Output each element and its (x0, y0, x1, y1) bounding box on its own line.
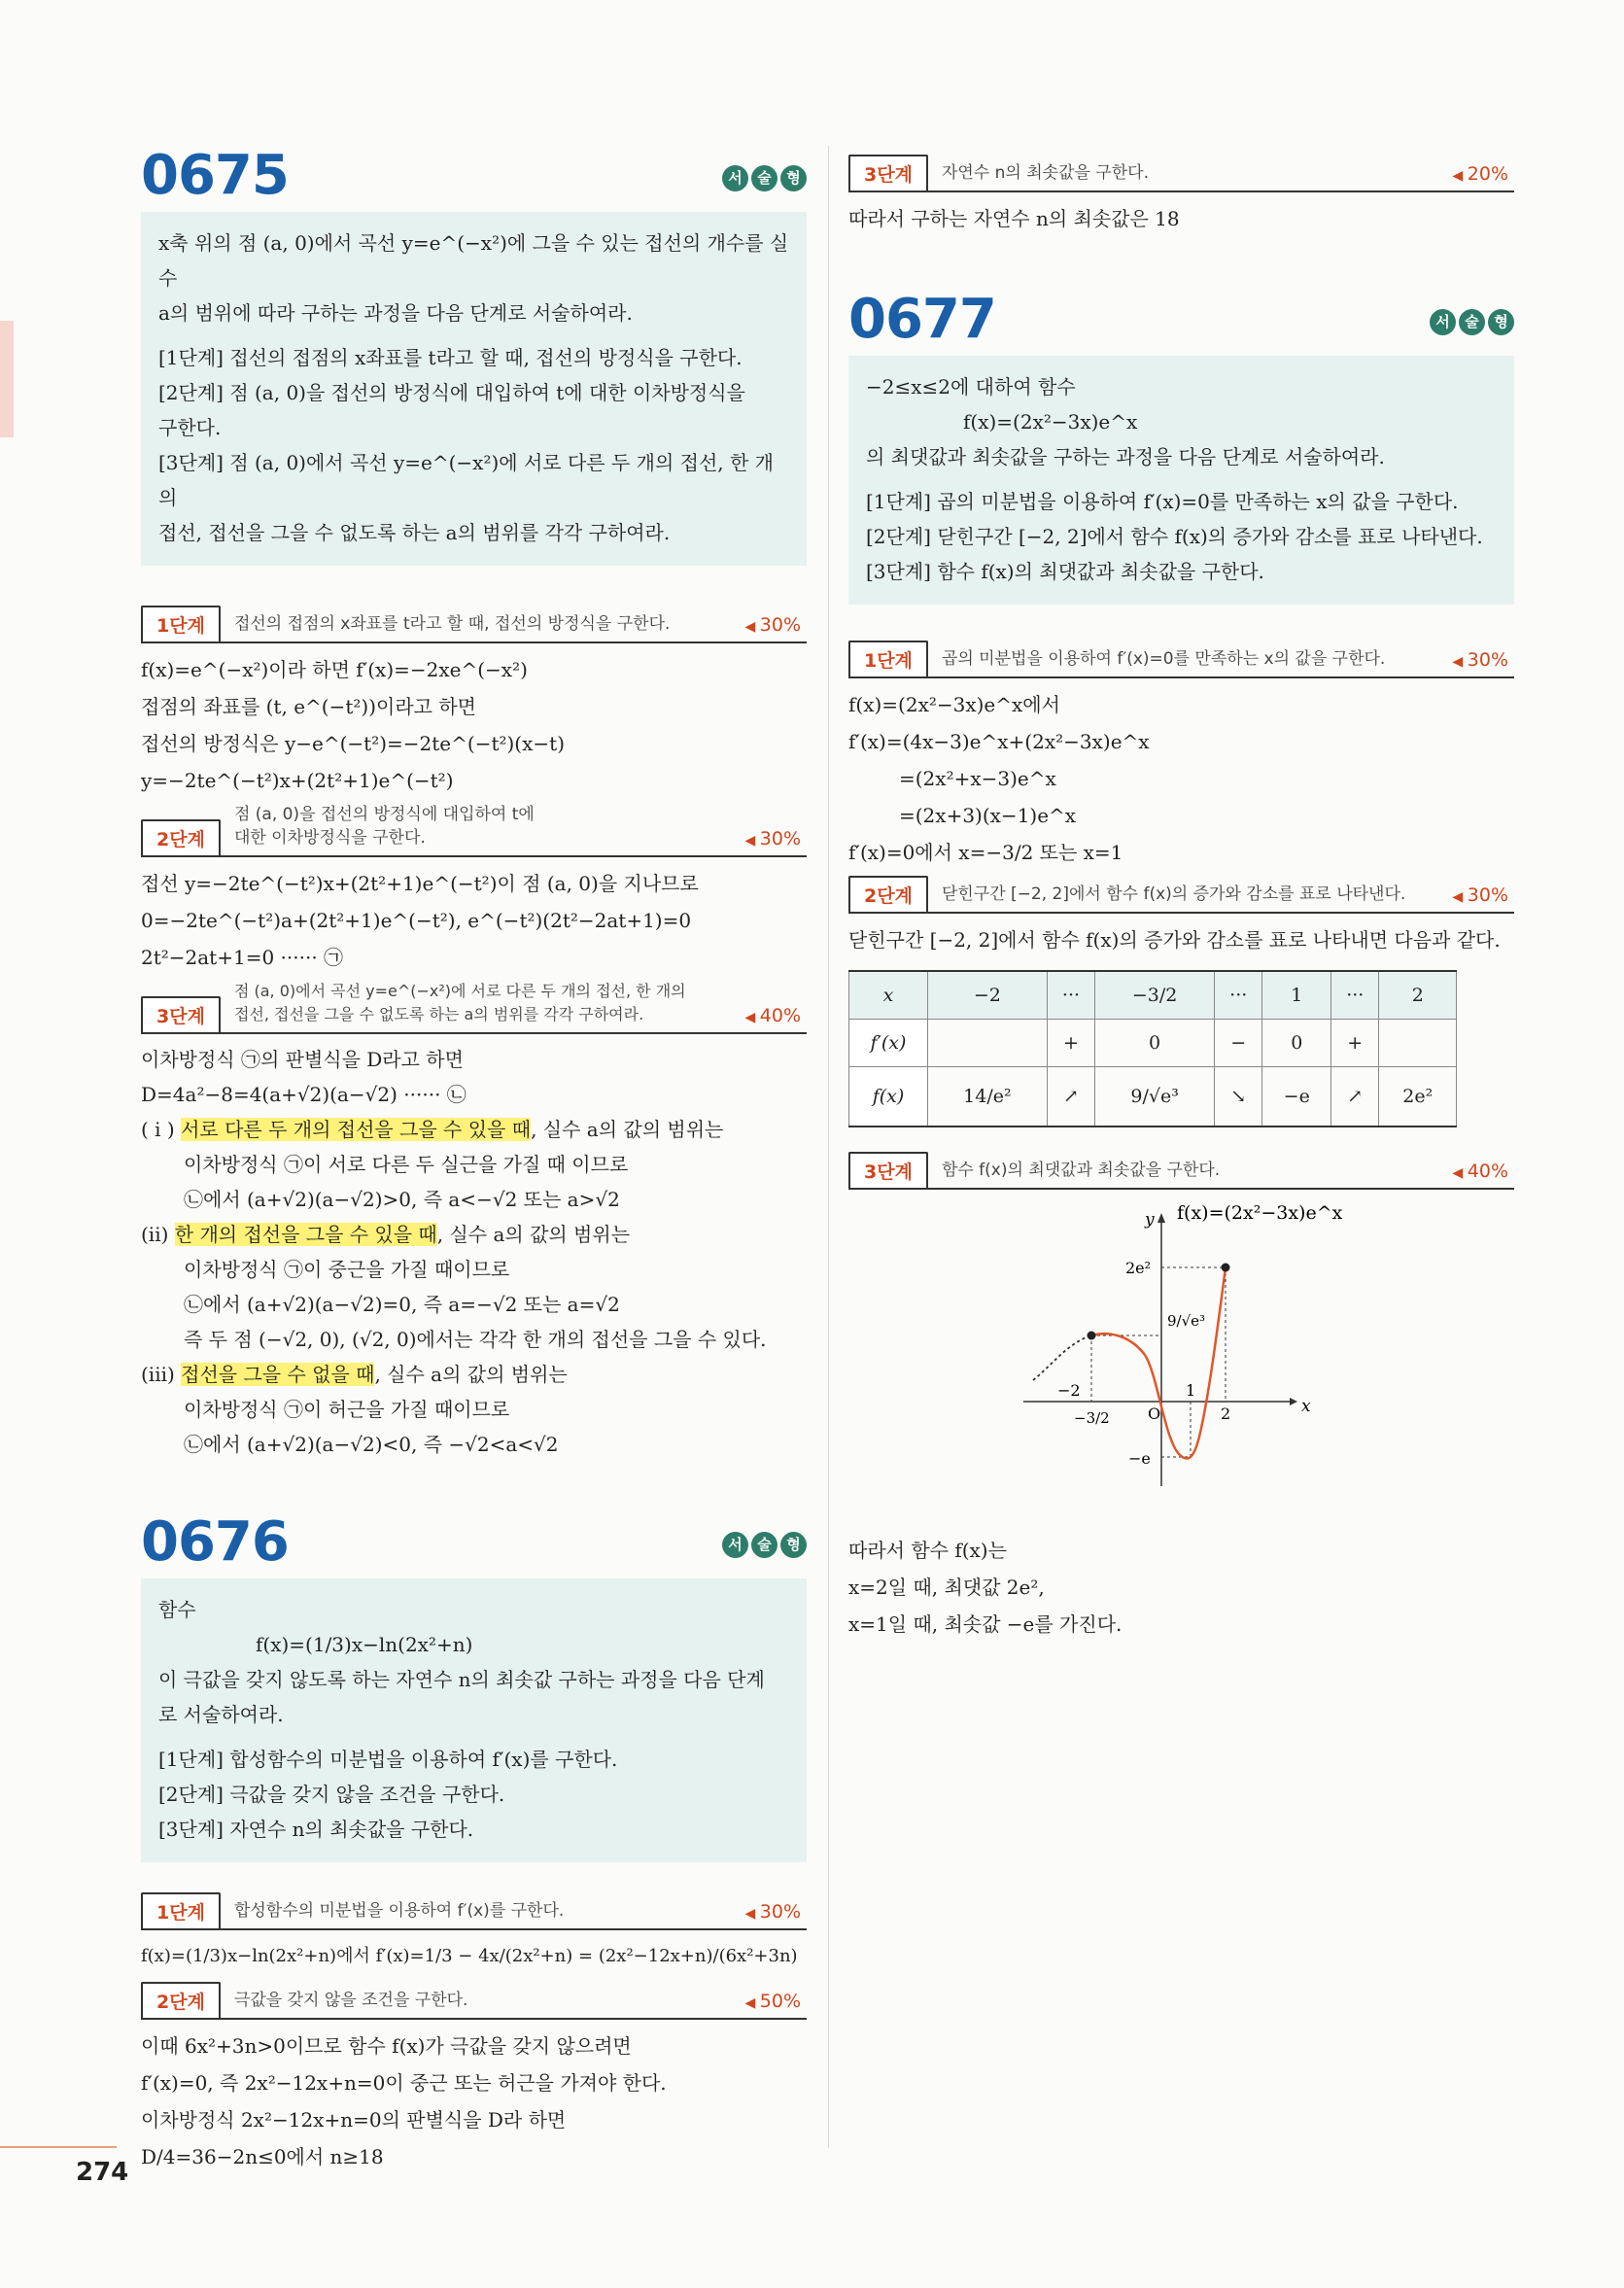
table-cell: ··· (1331, 971, 1379, 1020)
step-percent: ◀ 40% (736, 1005, 807, 1032)
step-bar (848, 1151, 1514, 1190)
problem-header (141, 146, 807, 212)
step-list (158, 1742, 789, 1847)
table-cell: ↗ (1047, 1067, 1094, 1127)
highlighted-text: 한 개의 접선을 그을 수 있을 때 (174, 1223, 437, 1246)
solution-line: ㉡에서 (a+√2)(a−√2)<0, 즉 −√2<a<√2 (184, 1433, 559, 1456)
table-cell: ··· (1047, 971, 1094, 1020)
solution-line: 이차방정식 ㉠의 판별식을 D라고 하면 (141, 1048, 464, 1071)
step-description: 곱의 미분법을 이용하여 f′(x)=0를 만족하는 x의 값을 구한다. (941, 649, 1386, 669)
step-item: [3단계] 점 (a, 0)에서 곡선 y=e^(−x²)에 서로 다른 두 개의 접선, 한 개의 (158, 451, 774, 509)
step-item: 접선, 접선을 그을 수 없도록 하는 a의 범위를 각각 구하여라. (158, 521, 671, 544)
solution-line: 즉 두 점 (−√2, 0), (√2, 0)에서는 각각 한 개의 접선을 그을 수 있다. (184, 1328, 767, 1351)
badge-char: 형 (780, 1532, 807, 1558)
highlighted-text: 서로 다른 두 개의 접선을 그을 수 있을 때 (181, 1118, 532, 1141)
problem-number: 0676 (141, 1510, 289, 1574)
solution-line: x=2일 때, 최댓값 2e², (848, 1576, 1045, 1599)
table-cell: x (849, 971, 928, 1020)
origin-label: O (1148, 1404, 1161, 1423)
step-bar (141, 605, 807, 643)
step-percent: ◀ 30% (736, 614, 807, 641)
solution-line: f′(x)=0, 즉 2x²−12x+n=0이 중근 또는 허근을 가져야 한다. (141, 2071, 667, 2095)
badge-char: 술 (1459, 309, 1485, 335)
step-bar (848, 640, 1514, 678)
question-formula: f(x)=(1/3)x−ln(2x²+n) (256, 1633, 473, 1656)
tick-label: 1 (1186, 1381, 1196, 1400)
step-percent: ◀ 30% (736, 828, 807, 855)
table-cell (928, 1020, 1048, 1067)
table-row (849, 971, 1457, 1020)
problem-header (141, 1512, 807, 1578)
case-text: , 실수 a의 값의 범위는 (436, 1223, 631, 1246)
table-cell: −3/2 (1095, 971, 1215, 1020)
solution-block (141, 643, 807, 799)
step-percent: ◀ 20% (1443, 163, 1514, 191)
step-item: [1단계] 합성함수의 미분법을 이용하여 f′(x)를 구한다. (158, 1748, 618, 1771)
question-box (141, 1578, 807, 1862)
table-cell: 2 (1379, 971, 1457, 1020)
solution-line: f(x)=(2x²−3x)e^x에서 (848, 693, 1060, 716)
case-text: , 실수 a의 값의 범위는 (374, 1363, 568, 1386)
y-axis-label: y (1145, 1210, 1155, 1230)
solution-line: 이때 6x²+3n>0이므로 함수 f(x)가 극값을 갖지 않으려면 (141, 2034, 632, 2058)
badge-char: 서 (722, 1532, 748, 1558)
solution-line: D=4a²−8=4(a+√2)(a−√2) ······ ㉡ (141, 1083, 466, 1106)
page-number: 274 (76, 2158, 129, 2187)
solution-line: 접선의 방정식은 y−e^(−t²)=−2te^(−t²)(x−t) (141, 732, 565, 755)
step-bar (848, 154, 1514, 192)
step-percent: ◀ 40% (1443, 1161, 1514, 1188)
step-label: 1단계 (848, 641, 928, 676)
tick-label: −2 (1057, 1381, 1081, 1400)
question-formula: f(x)=(2x²−3x)e^x (963, 410, 1138, 433)
question-line: 이 극값을 갖지 않도록 하는 자연수 n의 최솟값 구하는 과정을 다음 단계 (158, 1668, 765, 1691)
solution-line: f′(x)=(4x−3)e^x+(2x²−3x)e^x (848, 730, 1150, 753)
table-cell: 0 (1262, 1020, 1331, 1067)
solution-line: =(2x²+x−3)e^x (899, 767, 1056, 790)
badge-char: 형 (780, 165, 807, 191)
problem-number: 0675 (141, 144, 289, 207)
step-item: [3단계] 함수 f(x)의 최댓값과 최솟값을 구한다. (866, 560, 1264, 583)
table-cell: 2e² (1379, 1067, 1457, 1127)
x-axis-arrow (1290, 1398, 1297, 1405)
curve-extension (1033, 1335, 1091, 1380)
step-item: [1단계] 곱의 미분법을 이용하여 f′(x)=0를 만족하는 x의 값을 구한다. (866, 490, 1459, 513)
step-description: 자연수 n의 최솟값을 구한다. (941, 163, 1149, 183)
solution-line: 이차방정식 ㉠이 허근을 가질 때이므로 (184, 1398, 510, 1421)
question-line: 함수 (158, 1598, 196, 1621)
table-cell: 0 (1095, 1020, 1215, 1067)
case-text: , 실수 a의 값의 범위는 (531, 1118, 724, 1141)
solution-block (141, 2020, 807, 2175)
solution-block (141, 1034, 807, 1462)
side-tab (0, 321, 14, 437)
table-cell: ··· (1215, 971, 1262, 1020)
label-2e2: 2e² (1125, 1259, 1152, 1277)
solution-line: 이차방정식 2x²−12x+n=0의 판별식을 D라 하면 (141, 2108, 567, 2132)
solution-line: 접선 y=−2te^(−t²)x+(2t²+1)e^(−t²)이 점 (a, 0)을 지나므로 (141, 872, 699, 895)
step-description: 점 (a, 0)을 접선의 방정식에 대입하여 t에 대한 이차방정식을 구한다. (233, 805, 535, 848)
table-cell: f(x) (849, 1067, 928, 1127)
step-percent: ◀ 30% (1443, 884, 1514, 912)
y-axis-arrow (1158, 1213, 1165, 1223)
step-label: 2단계 (141, 1982, 221, 2018)
graph-title: f(x)=(2x²−3x)e^x (1177, 1202, 1343, 1224)
step-list (866, 484, 1497, 589)
step-label: 2단계 (141, 819, 221, 855)
table-cell: 1 (1262, 971, 1331, 1020)
badge-char: 형 (1488, 309, 1514, 335)
table-cell: + (1047, 1020, 1094, 1067)
descriptive-badge (722, 165, 807, 191)
label-local-max: 9/√e³ (1167, 1312, 1206, 1330)
solution-line: 이차방정식 ㉠이 서로 다른 두 실근을 가질 때 이므로 (184, 1153, 629, 1176)
step-label: 3단계 (141, 996, 221, 1032)
table-cell: + (1331, 1020, 1379, 1067)
solution-line: 0=−2te^(−t²)a+(2t²+1)e^(−t²), e^(−t²)(2t²−2at+1)=0 (141, 909, 692, 932)
solution-block (848, 192, 1514, 237)
endpoint-dot (1222, 1264, 1230, 1272)
step-label: 2단계 (848, 876, 928, 912)
table-cell: ↗ (1331, 1067, 1379, 1127)
case-prefix: (ii) (141, 1223, 175, 1246)
question-box (141, 212, 807, 566)
question-line: x축 위의 점 (a, 0)에서 곡선 y=e^(−x²)에 그을 수 있는 접선의 개수를 실수 (158, 231, 789, 290)
step-label: 3단계 (848, 155, 928, 191)
table-cell: −2 (928, 971, 1048, 1020)
right-column (848, 144, 1514, 1643)
step-percent: ◀ 30% (1443, 649, 1514, 676)
step-bar (141, 1981, 807, 2020)
solution-line: 2t²−2at+1=0 ······ ㉠ (141, 946, 344, 969)
step-item: [2단계] 닫힌구간 [−2, 2]에서 함수 f(x)의 증가와 감소를 표로 나타낸다. (866, 525, 1483, 548)
step-description: 합성함수의 미분법을 이용하여 f′(x)를 구한다. (233, 1901, 565, 1921)
tick-label: 2 (1221, 1404, 1231, 1423)
increase-decrease-table (848, 970, 1457, 1127)
question-line: 로 서술하여라. (158, 1703, 284, 1726)
solution-line: ㉡에서 (a+√2)(a−√2)=0, 즉 a=−√2 또는 a=√2 (184, 1293, 620, 1316)
badge-char: 술 (751, 165, 777, 191)
badge-char: 서 (1430, 309, 1456, 335)
case-heading (141, 1217, 807, 1252)
solution-line: x=1일 때, 최솟값 −e를 가진다. (848, 1612, 1123, 1636)
step-description: 접선의 접점의 x좌표를 t라고 할 때, 접선의 방정식을 구한다. (233, 614, 671, 634)
step-label: 3단계 (848, 1152, 928, 1188)
x-axis-label: x (1301, 1397, 1311, 1416)
question-line: a의 범위에 따라 구하는 과정을 다음 단계로 서술하여라. (158, 301, 633, 325)
solution-line: 따라서 구하는 자연수 n의 최솟값은 18 (848, 207, 1180, 230)
solution-line: ㉡에서 (a+√2)(a−√2)>0, 즉 a<−√2 또는 a>√2 (184, 1188, 620, 1211)
highlighted-text: 접선을 그을 수 없을 때 (181, 1363, 375, 1386)
case-prefix: ( i ) (141, 1118, 182, 1141)
solution-block (141, 857, 807, 976)
solution-line: 이차방정식 ㉠이 중근을 가질 때이므로 (184, 1258, 510, 1281)
tick-label: −3/2 (1074, 1409, 1110, 1427)
step-item: [2단계] 점 (a, 0)을 접선의 방정식에 대입하여 t에 대한 이차방정식을 (158, 381, 745, 404)
step-bar (141, 1891, 807, 1930)
case-heading (141, 1357, 807, 1392)
step-bar (141, 980, 807, 1034)
case-heading (141, 1112, 807, 1147)
solution-line: f(x)=e^(−x²)이라 하면 f′(x)=−2xe^(−x²) (141, 658, 528, 681)
column-divider (828, 146, 829, 2148)
table-cell: ↘ (1215, 1067, 1262, 1127)
step-bar (141, 803, 807, 857)
step-item: [3단계] 자연수 n의 최솟값을 구한다. (158, 1818, 474, 1841)
solution-block (848, 914, 1514, 958)
step-percent: ◀ 50% (736, 1991, 807, 2018)
solution-line: 따라서 함수 f(x)는 (848, 1539, 1007, 1562)
case-prefix: (iii) (141, 1363, 182, 1386)
solution-block (848, 1524, 1514, 1643)
problem-number: 0677 (848, 288, 996, 351)
solution-line: D/4=36−2n≤0에서 n≥18 (141, 2145, 384, 2168)
solution-line: 닫힌구간 [−2, 2]에서 함수 f(x)의 증가와 감소를 표로 나타내면 다음과 같다. (848, 928, 1501, 952)
table-cell: − (1215, 1020, 1262, 1067)
endpoint-dot (1088, 1332, 1096, 1340)
step-item: [1단계] 접선의 접점의 x좌표를 t라고 할 때, 접선의 방정식을 구한다. (158, 346, 743, 369)
step-description: 극값을 갖지 않을 조건을 구한다. (233, 1991, 468, 2010)
table-cell: −e (1262, 1067, 1331, 1127)
descriptive-badge (1430, 309, 1514, 335)
solution-line: y=−2te^(−t²)x+(2t²+1)e^(−t²) (141, 769, 454, 792)
question-line: 의 최댓값과 최솟값을 구하는 과정을 다음 단계로 서술하여라. (866, 445, 1385, 468)
step-item: [2단계] 극값을 갖지 않을 조건을 구한다. (158, 1783, 505, 1806)
step-percent: ◀ 30% (736, 1901, 807, 1928)
curve (1091, 1267, 1226, 1459)
table-cell: 9/√e³ (1095, 1067, 1215, 1127)
question-box (848, 356, 1514, 605)
step-bar (848, 875, 1514, 914)
solution-line: f(x)=(1/3)x−ln(2x²+n)에서 f′(x)=1/3 − 4x/(2x²+n) = (2x²−12x+n)/(6x²+3n) (141, 1946, 798, 1966)
left-column (141, 146, 807, 2175)
solution-line: f′(x)=0에서 x=−3/2 또는 x=1 (848, 841, 1123, 864)
table-cell (1379, 1020, 1457, 1067)
descriptive-badge (722, 1532, 807, 1558)
table-cell: f′(x) (849, 1020, 928, 1067)
step-label: 1단계 (141, 1892, 221, 1928)
table-cell: 14/e² (928, 1067, 1048, 1127)
step-label: 1단계 (141, 606, 221, 641)
page-number-rule (0, 2146, 117, 2148)
solution-line: 접점의 좌표를 (t, e^(−t²))이라고 하면 (141, 695, 476, 718)
step-description: 함수 f(x)의 최댓값과 최솟값을 구한다. (941, 1161, 1221, 1180)
question-line: −2≤x≤2에 대하여 함수 (866, 375, 1076, 399)
solution-block (141, 1930, 807, 1975)
badge-char: 서 (722, 165, 748, 191)
problem-header (848, 290, 1514, 356)
step-list (158, 340, 789, 550)
badge-char: 술 (751, 1532, 777, 1558)
step-item: 구한다. (158, 416, 222, 439)
solution-block (848, 678, 1514, 871)
solution-line: =(2x+3)(x−1)e^x (899, 804, 1077, 827)
table-row (849, 1067, 1457, 1127)
label-neg-e: −e (1128, 1449, 1151, 1468)
step-description: 닫힌구간 [−2, 2]에서 함수 f(x)의 증가와 감소를 표로 나타낸다. (941, 884, 1406, 904)
function-graph (848, 1190, 1514, 1501)
step-description: 점 (a, 0)에서 곡선 y=e^(−x²)에 서로 다른 두 개의 접선, 한 개의 접선, 접선을 그을 수 없도록 하는 a의 범위를 각각 구하여라. (233, 982, 686, 1023)
table-row (849, 1020, 1457, 1067)
